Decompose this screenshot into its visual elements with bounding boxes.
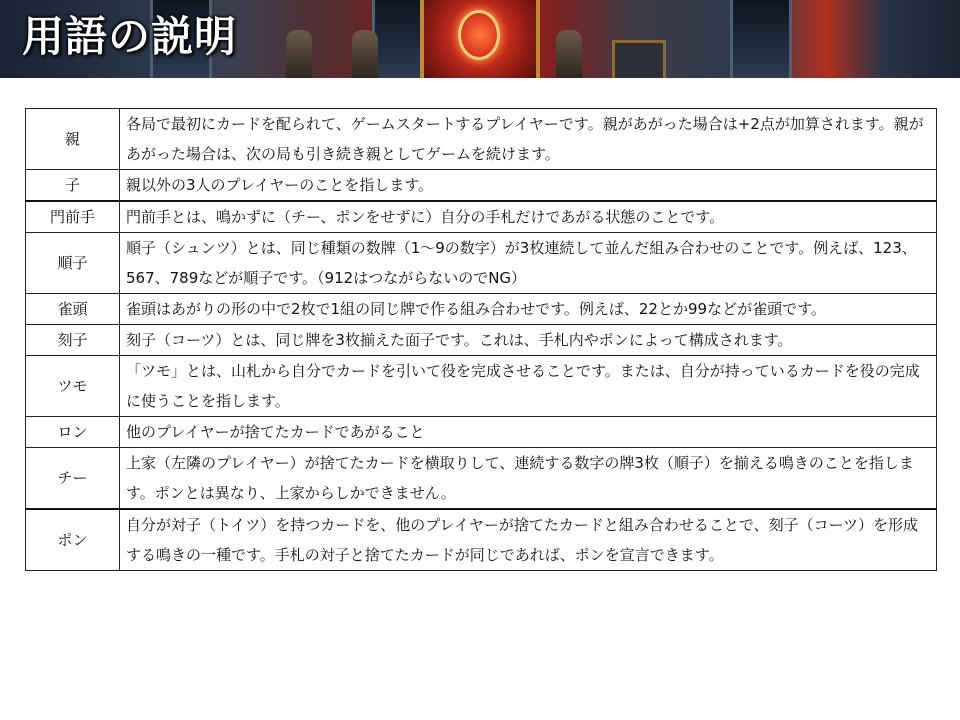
- table-row: [26, 356, 937, 417]
- definition-cell: 順子（シュンツ）とは、同じ種類の数牌（1〜9の数字）が3枚連続して並んだ組み合わせのことです。例えば、123、567、789などが順子です。（912はつながらないのでNG）: [120, 233, 937, 294]
- table-row: [26, 233, 937, 294]
- table-row: [26, 201, 937, 233]
- term-cell: 刻子: [26, 325, 120, 356]
- definition-cell: 刻子（コーツ）とは、同じ牌を3枚揃えた面子です。これは、手札内やポンによって構成されます。: [120, 325, 937, 356]
- definition-cell: 各局で最初にカードを配られて、ゲームスタートするプレイヤーです。親があがった場合は+2点が加算されます。親があがった場合は、次の局も引き続き親としてゲームを続けます。: [120, 109, 937, 170]
- page-title: 用語の説明: [22, 12, 238, 61]
- definition-cell: 他のプレイヤーが捨てたカードであがること: [120, 417, 937, 448]
- definition-cell: 自分が対子（トイツ）を持つカードを、他のプレイヤーが捨てたカードと組み合わせることで、刻子（コーツ）を形成する鳴きの一種です。手札の対子と捨てたカードが同じであれば、ポンを宣言できます。: [120, 509, 937, 571]
- definition-cell: 上家（左隣のプレイヤー）が捨てたカードを横取りして、連続する数字の牌3枚（順子）を揃える鳴きのことを指します。ポンとは異なり、上家からしかできません。: [120, 448, 937, 510]
- table-row: [26, 509, 937, 571]
- table-row: [26, 417, 937, 448]
- header-banner: [0, 0, 960, 78]
- wall-frame: [612, 40, 666, 78]
- term-cell: 子: [26, 170, 120, 202]
- term-cell: 親: [26, 109, 120, 170]
- definition-cell: 雀頭はあがりの形の中で2枚で1組の同じ牌で作る組み合わせです。例えば、22とか99などが雀頭です。: [120, 294, 937, 325]
- definition-cell: 門前手とは、鳴かずに（チー、ポンをせずに）自分の手札だけであがる状態のことです。: [120, 201, 937, 233]
- term-cell: 雀頭: [26, 294, 120, 325]
- statue-figure: [352, 30, 378, 78]
- table-row: [26, 448, 937, 510]
- glossary-table: [25, 108, 937, 571]
- term-cell: ポン: [26, 509, 120, 571]
- term-cell: 順子: [26, 233, 120, 294]
- definition-cell: 親以外の3人のプレイヤーのことを指します。: [120, 170, 937, 202]
- statue-figure: [286, 30, 312, 78]
- table-row: [26, 325, 937, 356]
- background-window: [730, 0, 792, 78]
- term-cell: チー: [26, 448, 120, 510]
- glowing-sigil-icon: [458, 10, 500, 60]
- table-row: [26, 294, 937, 325]
- term-cell: ロン: [26, 417, 120, 448]
- term-cell: 門前手: [26, 201, 120, 233]
- definition-cell: 「ツモ」とは、山札から自分でカードを引いて役を完成させることです。または、自分が持っているカードを役の完成に使うことを指します。: [120, 356, 937, 417]
- table-row: [26, 109, 937, 170]
- table-row: [26, 170, 937, 202]
- statue-figure: [556, 30, 582, 78]
- term-cell: ツモ: [26, 356, 120, 417]
